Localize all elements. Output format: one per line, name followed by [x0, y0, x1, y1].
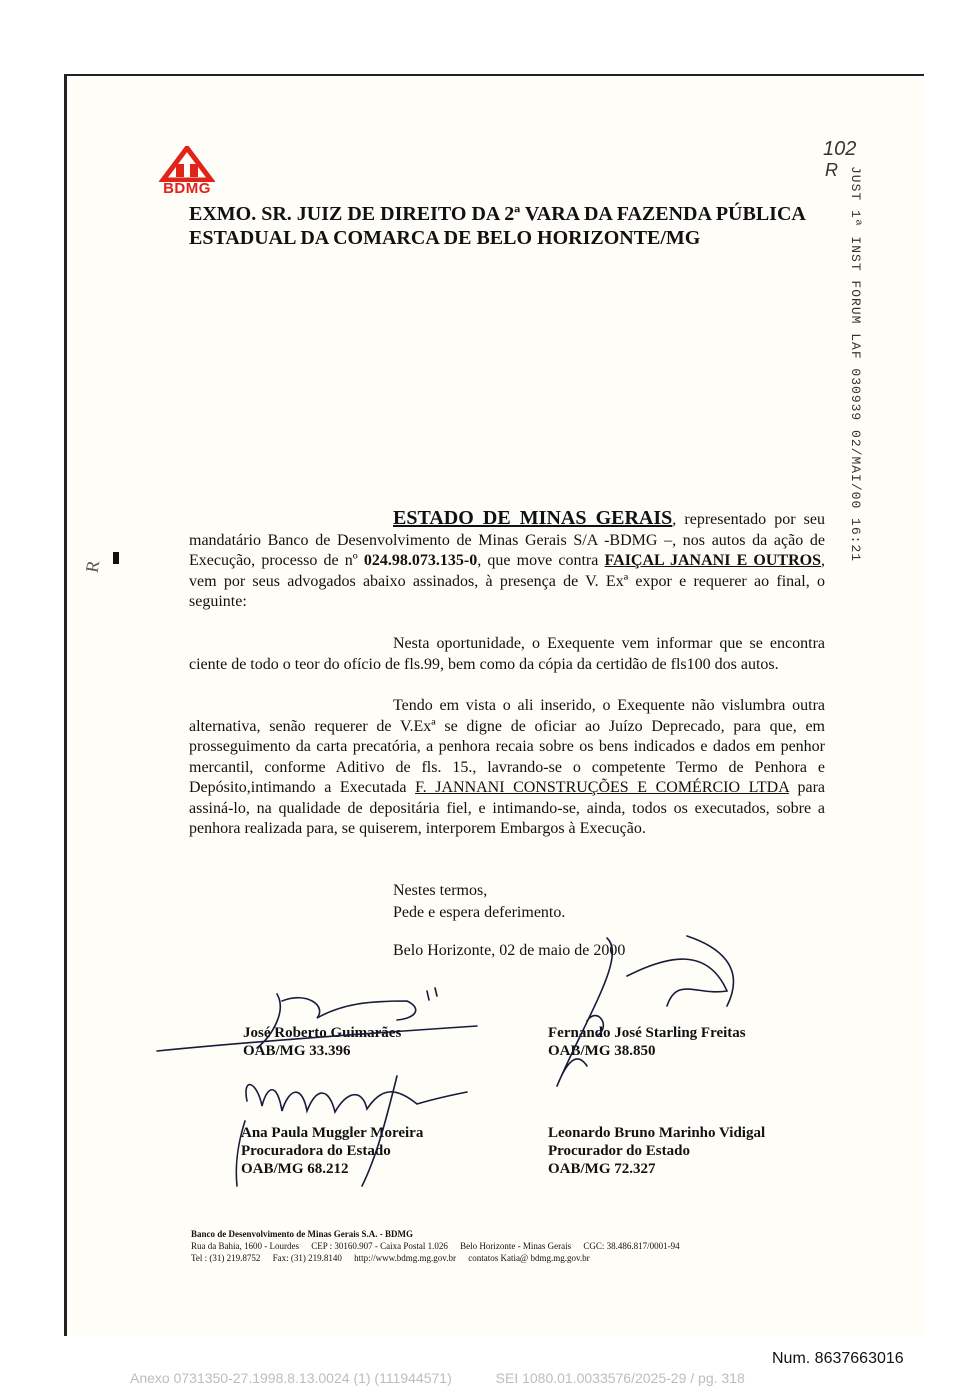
footer-fax: Fax: (31) 219.8140: [272, 1253, 342, 1263]
signatory-name: Ana Paula Muggler Moreira: [241, 1125, 424, 1141]
footer-city: Belo Horizonte - Minas Gerais: [460, 1241, 572, 1251]
heading-line-1: EXMO. SR. JUIZ DE DIREITO DA 2ª VARA DA FAZENDA PÚBLICA: [189, 203, 806, 225]
footer-contact-row: [191, 1252, 690, 1264]
annex-watermark: [130, 1370, 745, 1386]
signatory-name: Leonardo Bruno Marinho Vidigal: [548, 1125, 766, 1141]
company-name: F. JANNANI CONSTRUÇÕES E COMÉRCIO LTDA: [415, 779, 789, 796]
intro-text-b: , que move contra: [477, 552, 605, 569]
footer-phone: Tel : (31) 219.8752: [191, 1253, 261, 1263]
court-stamp-text: JUST 1ª INST FORUM LAF 030939 02/MAI/00 16:21: [848, 166, 863, 563]
footer-cgc: CGC: 38.486.817/0001-94: [583, 1241, 680, 1251]
signatory-oab: OAB/MG 38.850: [548, 1043, 656, 1059]
heading-line-2: ESTADUAL DA COMARCA DE BELO HORIZONTE/MG: [189, 227, 701, 249]
footer-address-row: [191, 1240, 690, 1252]
signatory-2: [548, 1024, 746, 1060]
intro-text-c: , vem por seus advogados abaixo assinados, à presença de V. Exª expor e requerer ao final, o seguinte:: [189, 552, 826, 610]
signatory-3: [241, 1124, 423, 1178]
closing-formula: [393, 880, 565, 924]
process-number: 024.98.073.135-0: [363, 552, 478, 569]
signatory-4: [548, 1124, 765, 1178]
folio-mark: R: [825, 160, 838, 180]
footer-postal: CEP : 30160.907 - Caixa Postal 1.026: [311, 1241, 448, 1251]
defendant-name: FAIÇAL JANANI E OUTROS: [604, 552, 822, 569]
request-text-b: para assiná-lo, na qualidade de depositária fiel, e intimando-se, ainda, todos os executados, sobre a penhora realizada para, se quiserem, interporem Embargos à Execução.: [189, 779, 825, 837]
signatory-name: Fernando José Starling Freitas: [548, 1025, 746, 1041]
footer-address: Rua da Bahia, 1600 - Lourdes: [191, 1241, 299, 1251]
margin-bar: [113, 552, 119, 564]
addressee-heading: [189, 202, 806, 250]
document-page: [64, 74, 924, 1336]
bdmg-triangle-icon: [159, 146, 215, 182]
request-text-a: Tendo em vista o ali inserido, o Exequente não vislumbra outra alternativa, senão requerer de V.Exª se digne de oficiar ao Juízo Deprecado, para que, em prosseguimento da carta precatória, a penhora recaia sobre os bens indicados e dados em penhor mercantil, conforme Aditivo de fls. 15., lavrando-se o competente Termo de Penhora e Depósito,intimando a Executada: [189, 697, 825, 796]
closing-date: Belo Horizonte, 02 de maio de 2000: [393, 942, 626, 959]
signatory-role: Procuradora do Estado: [241, 1143, 391, 1159]
signatory-oab: OAB/MG 72.327: [548, 1161, 656, 1177]
signatory-oab: OAB/MG 68.212: [241, 1161, 349, 1177]
bdmg-logo: [159, 146, 215, 202]
closing-line-2: Pede e espera deferimento.: [393, 904, 566, 921]
signatory-role: Procurador do Estado: [548, 1143, 690, 1159]
folio-number: 102: [823, 138, 857, 160]
annex-right: SEI 1080.01.0033576/2025-29 / pg. 318: [495, 1370, 745, 1386]
margin-mark: R: [81, 558, 104, 575]
court-stamp: [827, 166, 867, 563]
intro-text-a: , representado por seu mandatário Banco de Desenvolvimento de Minas Gerais S/A -BDMG –, nos autos da ação de Execução, processo de nº: [189, 511, 826, 569]
signatory-oab: OAB/MG 33.396: [243, 1043, 351, 1059]
paragraph-intro: [189, 508, 825, 613]
footer-bank-name: Banco de Desenvolvimento de Minas Gerais S.A. - BDMG: [191, 1229, 413, 1239]
paragraph-request: [189, 696, 825, 840]
signatory-1: [243, 1024, 401, 1060]
footer-email[interactable]: contatos Katia@ bdmg.mg.gov.br: [468, 1253, 590, 1263]
signatory-name: José Roberto Guimarães: [243, 1025, 402, 1041]
footer-website-link[interactable]: http://www.bdmg.mg.gov.br: [354, 1253, 456, 1263]
annex-left: Anexo 0731350-27.1998.8.13.0024 (1) (111944571): [130, 1370, 452, 1386]
paragraph-notice: [189, 634, 825, 675]
party-name: ESTADO DE MINAS GERAIS: [393, 507, 673, 529]
logo-text: BDMG: [163, 180, 211, 197]
closing-line-1: Nestes termos,: [393, 882, 488, 899]
document-number: Num. 8637663016: [772, 1350, 904, 1367]
notice-text: Nesta oportunidade, o Exequente vem informar que se encontra ciente de todo o teor do ofício de fls.99, bem como da cópia da certidão de fls100 dos autos.: [189, 635, 825, 673]
letterhead-footer: [191, 1228, 690, 1264]
